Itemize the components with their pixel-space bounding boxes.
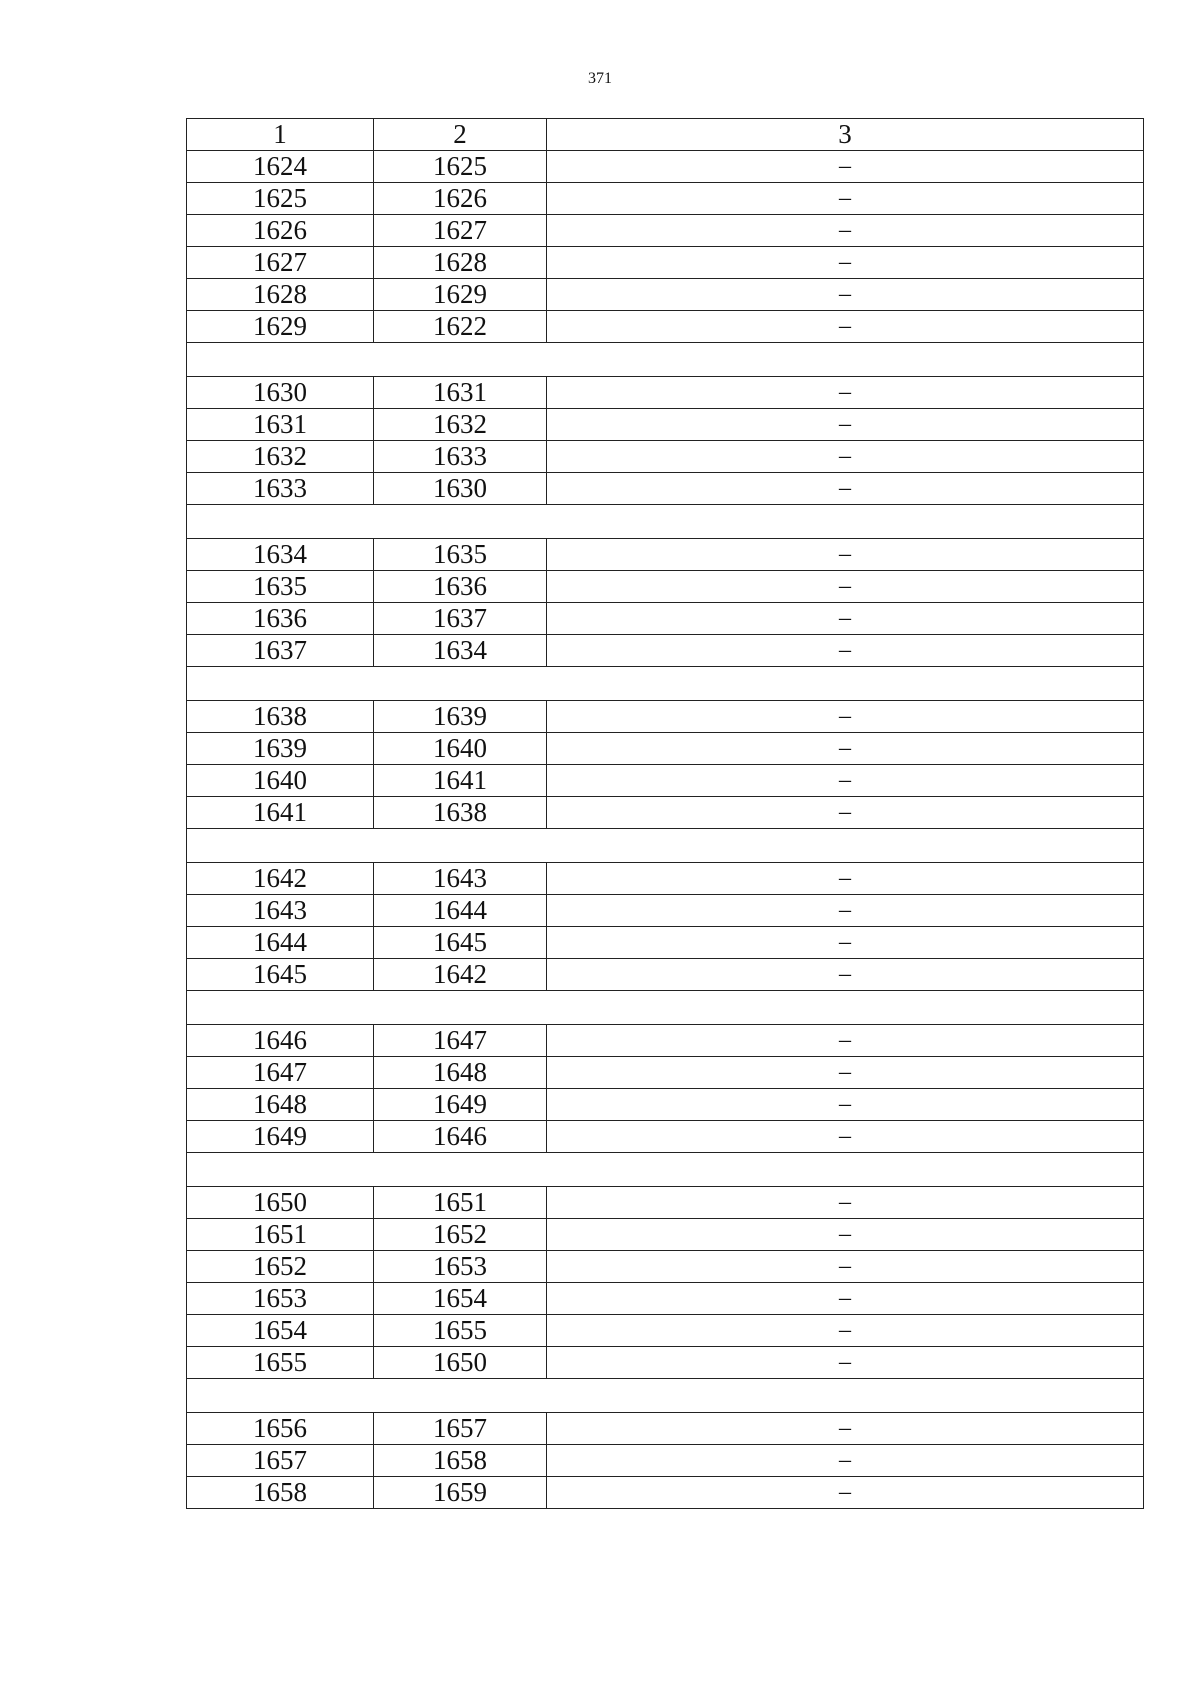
table-cell: 1629 [374,279,547,311]
table-cell: 1650 [374,1347,547,1379]
table-cell: 1627 [187,247,374,279]
column-header: 2 [374,119,547,151]
table-cell: 1652 [374,1219,547,1251]
table-row [187,1121,1144,1153]
table-row [187,409,1144,441]
table-row [187,863,1144,895]
table-row [187,1445,1144,1477]
table-row [187,635,1144,667]
table-cell: 1658 [374,1445,547,1477]
column-header: 3 [547,119,1144,151]
table-row [187,765,1144,797]
table-row [187,1477,1144,1509]
table-cell-dash: – [547,571,1144,603]
table-cell: 1643 [187,895,374,927]
table-cell-dash: – [547,215,1144,247]
table-cell: 1643 [374,863,547,895]
table-cell: 1633 [187,473,374,505]
table-cell: 1631 [187,409,374,441]
table-cell-dash: – [547,765,1144,797]
table-separator-row [187,667,1144,701]
table-cell: 1647 [187,1057,374,1089]
table-row [187,1283,1144,1315]
table-cell: 1646 [187,1025,374,1057]
table-row [187,1187,1144,1219]
table-cell: 1652 [187,1251,374,1283]
table-cell: 1655 [374,1315,547,1347]
table-cell: 1645 [187,959,374,991]
table-cell: 1630 [187,377,374,409]
table-cell: 1640 [374,733,547,765]
table-cell-dash: – [547,1219,1144,1251]
table-separator-row [187,991,1144,1025]
table-cell-dash: – [547,377,1144,409]
table-row [187,733,1144,765]
table-cell: 1654 [374,1283,547,1315]
table-cell-dash: – [547,797,1144,829]
table-cell-dash: – [547,1121,1144,1153]
separator-cell [187,1153,1144,1187]
table-body [187,119,1144,1509]
table-cell: 1632 [187,441,374,473]
table-row [187,797,1144,829]
table-row [187,247,1144,279]
table-row [187,927,1144,959]
table-cell: 1659 [374,1477,547,1509]
table-cell-dash: – [547,863,1144,895]
table-cell-dash: – [547,247,1144,279]
table-row [187,603,1144,635]
table-cell: 1636 [187,603,374,635]
table-cell: 1649 [374,1089,547,1121]
table-cell-dash: – [547,183,1144,215]
table-row [187,473,1144,505]
table-cell: 1628 [374,247,547,279]
table-cell: 1626 [374,183,547,215]
table-separator-row [187,1379,1144,1413]
table-row [187,311,1144,343]
table-cell: 1625 [374,151,547,183]
table-cell: 1639 [374,701,547,733]
table-cell: 1648 [187,1089,374,1121]
table-row [187,1089,1144,1121]
table-row [187,183,1144,215]
table-cell: 1635 [374,539,547,571]
table-cell-dash: – [547,1283,1144,1315]
table-row [187,1057,1144,1089]
table-cell: 1657 [374,1413,547,1445]
table-cell-dash: – [547,635,1144,667]
separator-cell [187,667,1144,701]
table-cell-dash: – [547,441,1144,473]
table-cell: 1648 [374,1057,547,1089]
table-row [187,279,1144,311]
table-cell: 1624 [187,151,374,183]
table-cell: 1656 [187,1413,374,1445]
table-row [187,1413,1144,1445]
table-cell-dash: – [547,1477,1144,1509]
table-row [187,215,1144,247]
table-row [187,151,1144,183]
table-row [187,441,1144,473]
table-cell-dash: – [547,1445,1144,1477]
table-separator-row [187,343,1144,377]
table-cell: 1653 [374,1251,547,1283]
table-cell-dash: – [547,539,1144,571]
table-separator-row [187,1153,1144,1187]
table-cell-dash: – [547,409,1144,441]
table-cell: 1641 [374,765,547,797]
table-cell-dash: – [547,701,1144,733]
table-cell: 1634 [374,635,547,667]
table-cell: 1633 [374,441,547,473]
separator-cell [187,1379,1144,1413]
separator-cell [187,829,1144,863]
data-table-container [186,118,1143,1509]
table-cell-dash: – [547,733,1144,765]
table-cell: 1637 [187,635,374,667]
column-header: 1 [187,119,374,151]
table-cell: 1647 [374,1025,547,1057]
table-cell: 1644 [374,895,547,927]
table-cell: 1639 [187,733,374,765]
table-row [187,377,1144,409]
table-cell: 1622 [374,311,547,343]
table-cell: 1645 [374,927,547,959]
table-cell-dash: – [547,1187,1144,1219]
table-row [187,1347,1144,1379]
table-row [187,959,1144,991]
table-cell-dash: – [547,473,1144,505]
table-header-row [187,119,1144,151]
table-cell: 1646 [374,1121,547,1153]
table-cell: 1649 [187,1121,374,1153]
table-cell: 1644 [187,927,374,959]
table-cell: 1655 [187,1347,374,1379]
table-row [187,701,1144,733]
table-cell-dash: – [547,603,1144,635]
table-cell: 1635 [187,571,374,603]
table-cell: 1641 [187,797,374,829]
table-cell: 1651 [374,1187,547,1219]
table-cell: 1642 [187,863,374,895]
table-cell-dash: – [547,1025,1144,1057]
table-cell: 1627 [374,215,547,247]
page-number: 371 [588,70,612,87]
table-cell: 1638 [374,797,547,829]
table-row [187,539,1144,571]
table-cell-dash: – [547,311,1144,343]
table-cell-dash: – [547,279,1144,311]
table-cell: 1634 [187,539,374,571]
table-cell: 1631 [374,377,547,409]
table-cell-dash: – [547,151,1144,183]
table-cell: 1657 [187,1445,374,1477]
table-row [187,1251,1144,1283]
separator-cell [187,343,1144,377]
table-cell-dash: – [547,1413,1144,1445]
separator-cell [187,991,1144,1025]
table-cell: 1629 [187,311,374,343]
table-cell-dash: – [547,1089,1144,1121]
table-row [187,895,1144,927]
table-row [187,1315,1144,1347]
table-cell: 1625 [187,183,374,215]
table-cell: 1637 [374,603,547,635]
table-row [187,1025,1144,1057]
table-cell: 1638 [187,701,374,733]
table-cell: 1640 [187,765,374,797]
table-cell: 1636 [374,571,547,603]
table-cell: 1632 [374,409,547,441]
table-cell-dash: – [547,1251,1144,1283]
table-row [187,1219,1144,1251]
table-separator-row [187,505,1144,539]
table-cell: 1626 [187,215,374,247]
table-cell: 1654 [187,1315,374,1347]
table-cell: 1650 [187,1187,374,1219]
table-cell: 1653 [187,1283,374,1315]
table-cell-dash: – [547,927,1144,959]
table-cell-dash: – [547,895,1144,927]
table-cell-dash: – [547,1057,1144,1089]
table-cell: 1642 [374,959,547,991]
table-cell: 1658 [187,1477,374,1509]
table-cell: 1630 [374,473,547,505]
table-cell: 1651 [187,1219,374,1251]
table-row [187,571,1144,603]
table-cell-dash: – [547,1315,1144,1347]
table-cell: 1628 [187,279,374,311]
table-separator-row [187,829,1144,863]
separator-cell [187,505,1144,539]
data-table [186,118,1144,1509]
table-cell-dash: – [547,959,1144,991]
table-cell-dash: – [547,1347,1144,1379]
